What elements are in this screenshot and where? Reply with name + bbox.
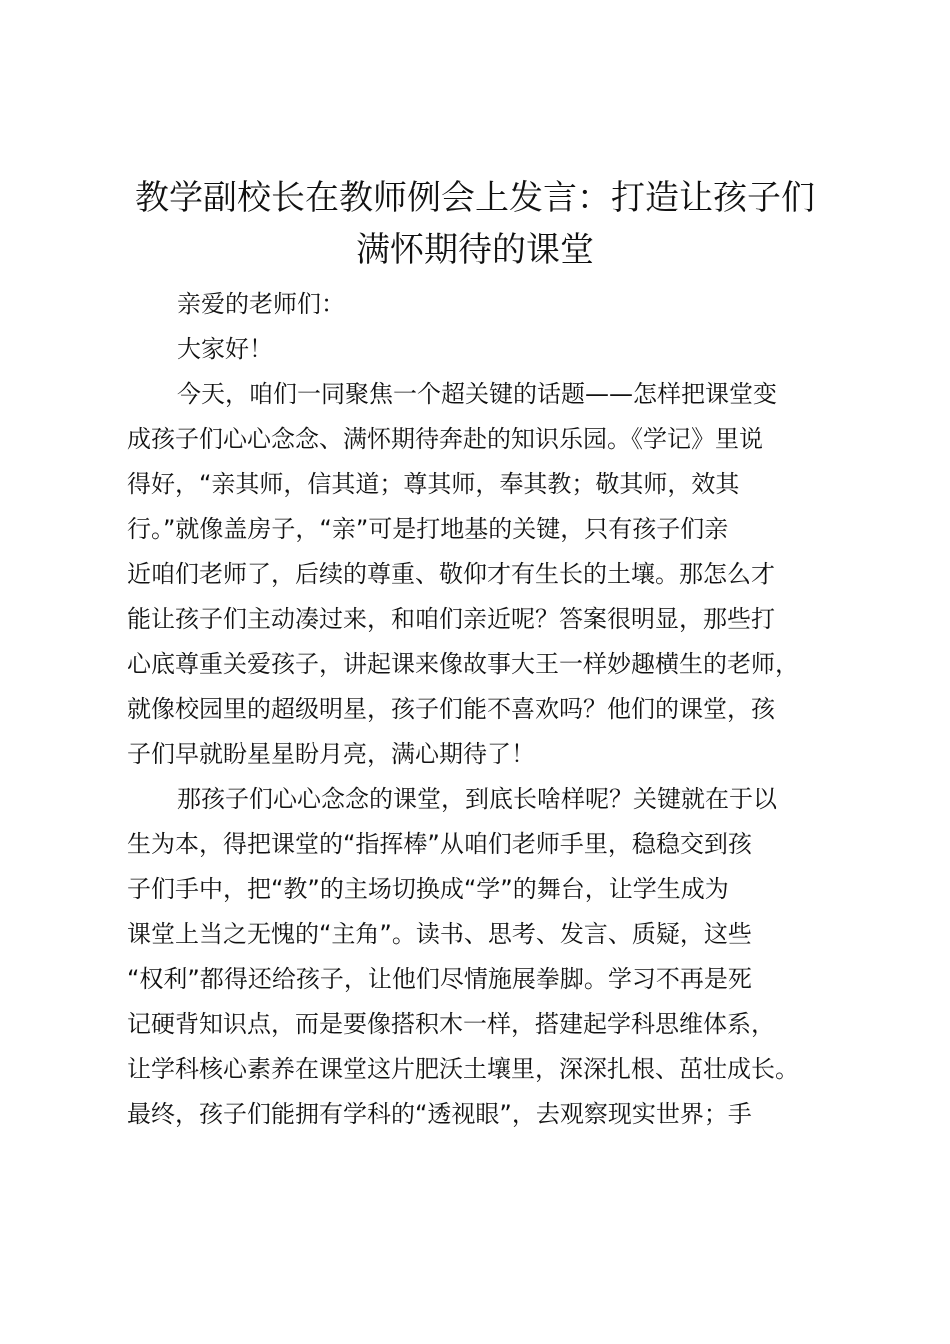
paragraph-line: 子们早就盼星星盼月亮，满心期待了！ xyxy=(127,740,535,768)
paragraph-line: 成孩子们心心念念、满怀期待奔赴的知识乐园。《学记》里说 xyxy=(127,425,763,453)
title-line-1: 教学副校长在教师例会上发言：打造让孩子们 xyxy=(135,178,815,218)
paragraph-line: 心底尊重关爱孩子，讲起课来像故事大王一样妙趣横生的老师， xyxy=(127,650,799,678)
paragraph-line: 就像校园里的超级明星，孩子们能不喜欢吗？他们的课堂，孩 xyxy=(127,695,775,723)
paragraph-line: 课堂上当之无愧的“主角”。读书、思考、发言、质疑，这些 xyxy=(127,920,752,948)
paragraph-line: 子们手中，把“教”的主场切换成“学”的舞台，让学生成为 xyxy=(127,875,729,903)
paragraph-line: 记硬背知识点，而是要像搭积木一样，搭建起学科思维体系， xyxy=(127,1010,775,1038)
paragraph-line: 行。”就像盖房子，“亲”可是打地基的关键，只有孩子们亲 xyxy=(127,515,729,543)
salutation: 亲爱的老师们： xyxy=(177,290,345,318)
document-body xyxy=(127,282,827,1137)
paragraph-line: 生为本，得把课堂的“指挥棒”从咱们老师手里，稳稳交到孩 xyxy=(127,830,752,858)
title-line-2: 满怀期待的课堂 xyxy=(356,230,594,270)
paragraph-1 xyxy=(127,372,827,777)
greeting: 大家好！ xyxy=(177,335,273,363)
paragraph-line: 得好，“亲其师，信其道；尊其师，奉其教；敬其师，效其 xyxy=(127,470,740,498)
paragraph-line: 近咱们老师了，后续的尊重、敬仰才有生长的土壤。那怎么才 xyxy=(127,560,775,588)
paragraph-line: 让学科核心素养在课堂这片肥沃土壤里，深深扎根、茁壮成长。 xyxy=(127,1055,799,1083)
paragraph-line: “权利”都得还给孩子，让他们尽情施展拳脚。学习不再是死 xyxy=(127,965,752,993)
paragraph-line: 那孩子们心心念念的课堂，到底长啥样呢？关键就在于以 xyxy=(177,785,777,813)
paragraph-line: 今天，咱们一同聚焦一个超关键的话题——怎样把课堂变 xyxy=(177,380,777,408)
document-title xyxy=(100,172,850,276)
paragraph-line: 最终，孩子们能拥有学科的“透视眼”，去观察现实世界；手 xyxy=(127,1100,752,1128)
paragraph-2 xyxy=(127,777,827,1137)
paragraph-line: 能让孩子们主动凑过来，和咱们亲近呢？答案很明显，那些打 xyxy=(127,605,775,633)
